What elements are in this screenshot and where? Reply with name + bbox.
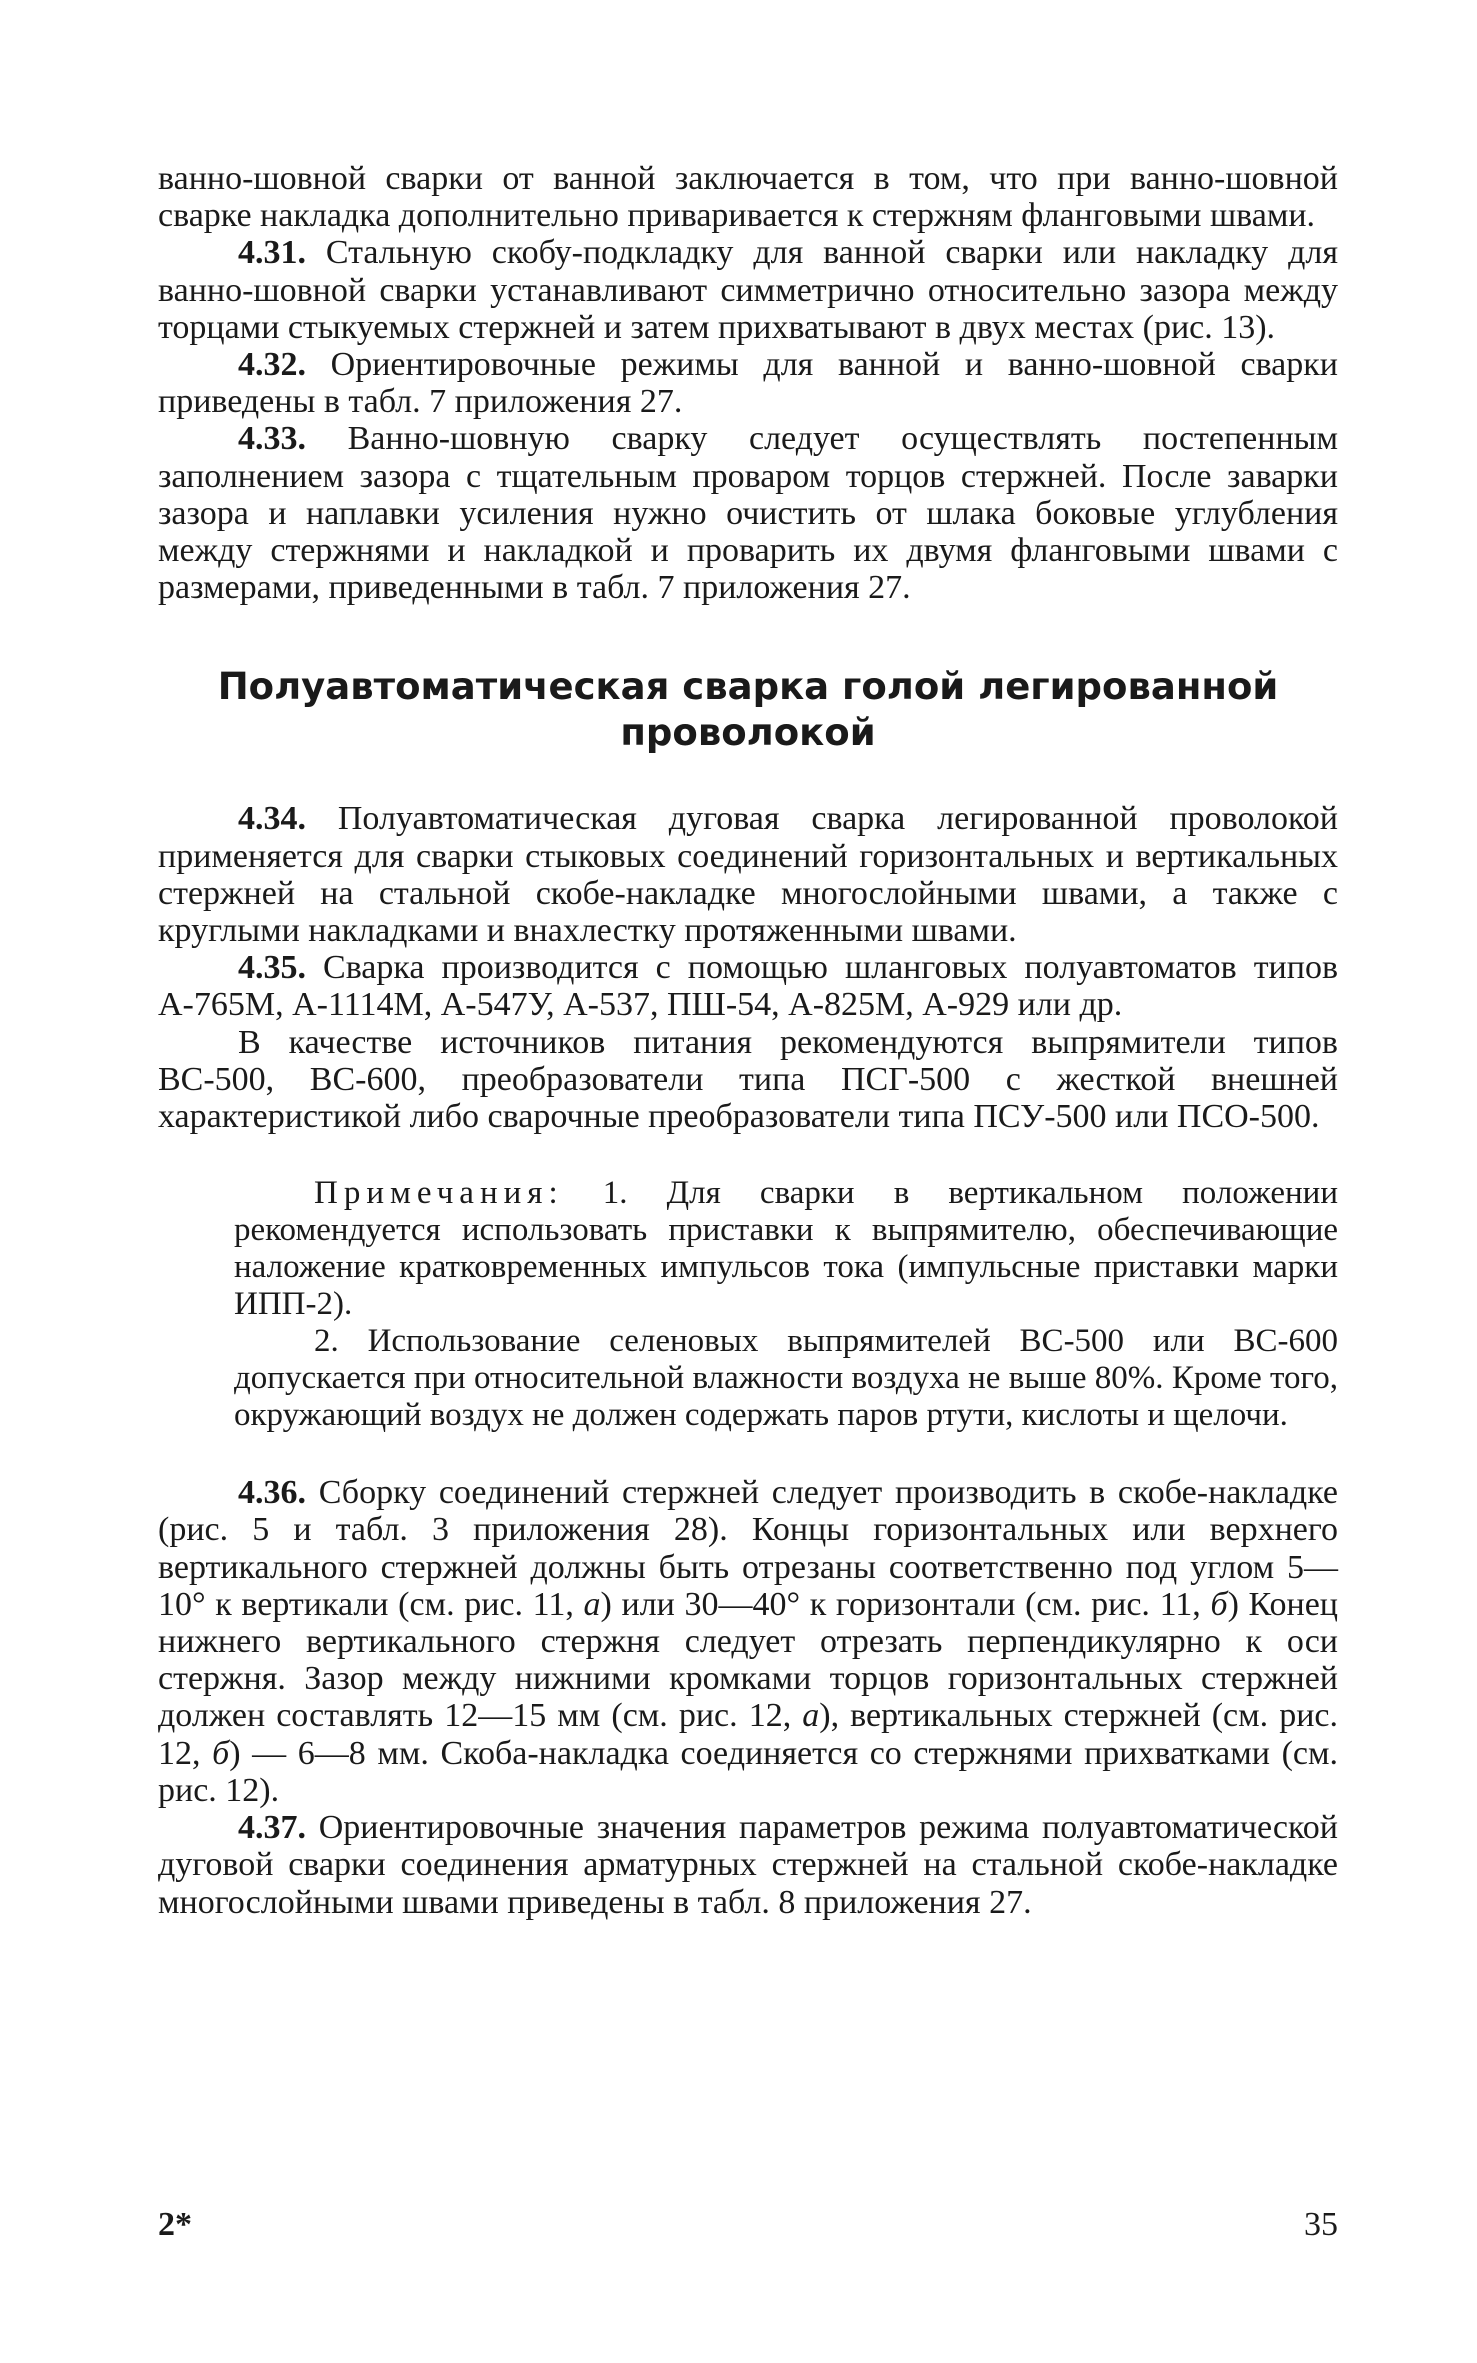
paragraph-text: Сварка производится с помощью шланговых полуавтоматов типов А-765М, А-1114М, А-547У, А-537, ПШ-54, А-825М, А-929 или др. <box>158 949 1338 1024</box>
paragraph-number: 4.36. <box>238 1474 306 1512</box>
paragraph-text: ) Конец нижнего вертикального стержня следует отрезать перпендикулярно к оси стержня. Зазор между нижними кромками торцов горизонтальных стержней должен составлять 12—15 мм (см. рис. 12, <box>158 1585 1338 1735</box>
page-content <box>158 160 1338 1921</box>
paragraph-4-31 <box>158 234 1338 346</box>
figure-ref-a: а <box>802 1697 820 1735</box>
paragraph-text: ) или 30—40° к горизонтали (см. рис. 11, <box>600 1585 1211 1623</box>
paragraph-number: 4.34. <box>238 800 306 838</box>
paragraph-text: Ванно-шовную сварку следует осуществлять постепенным заполнением зазора с тщательным проваром торцов стержней. После заварки зазора и наплавки усиления нужно очистить от шлака боковые углубления между стержнями и накладкой и проварить их двумя фланговыми швами с размерами, приведенными в табл. 7 приложения 27. <box>158 420 1338 607</box>
paragraph-4-35 <box>158 949 1338 1023</box>
paragraph-text: Ориентировочные значения параметров режима полуавтоматической дуговой сварки соединения арматурных стержней на стальной скобе-накладке многослойными швами приведены в табл. 8 приложения 27. <box>158 1809 1338 1921</box>
paragraph-number: 4.37. <box>238 1809 306 1847</box>
note-text: 1. Для сварки в вертикальном положении рекомендуется использовать приставки к выпрямителю, обеспечивающие наложение кратковременных импульсов тока (импульсные приставки марки ИПП-2). <box>234 1175 1338 1323</box>
paragraph-4-32 <box>158 346 1338 420</box>
paragraph-4-37 <box>158 1809 1338 1921</box>
paragraph-text: ) — 6—8 мм. Скоба-накладка соединяется со стержнями прихватками (см. рис. 12). <box>158 1734 1339 1809</box>
notes-label: Примечания: <box>314 1175 564 1212</box>
paragraph-text: ), вертикальных стержней (см. рис. 12, <box>158 1697 1338 1772</box>
page-number: 35 <box>1304 2206 1338 2243</box>
paragraph-text: Ориентировочные режимы для ванной и ванно-шовной сварки приведены в табл. 7 приложения 27. <box>158 346 1338 421</box>
notes-block <box>234 1175 1338 1434</box>
paragraph-number: 4.33. <box>238 420 306 458</box>
paragraph: В качестве источников питания рекомендуются выпрямители типов ВС-500, ВС-600, преобразователи типа ПСГ-500 с жесткой внешней характеристикой либо сварочные преобразователи типа ПСУ-500 или ПСО-500. <box>158 1023 1338 1136</box>
figure-ref-a: а <box>583 1585 601 1623</box>
paragraph-text: Полуавтоматическая дуговая сварка легированной проволокой применяется для сварки стыковых соединений горизонтальных и вертикальных стержней на стальной скобе-накладке многослойными швами, а также с круглыми накладками и внахлестку протяженными швами. <box>158 800 1338 950</box>
figure-ref-b: б <box>212 1734 230 1772</box>
section-heading-line: Полуавтоматическая сварка голой легированной <box>217 665 1279 709</box>
paragraph-number: 4.31. <box>238 234 306 272</box>
paragraph-text: Стальную скобу-подкладку для ванной сварки или накладку для ванно-шовной сварки устанавливают симметрично относительно зазора между торцами стыкуемых стержней и затем прихватывают в двух местах (рис. 13). <box>158 234 1338 346</box>
section-heading-line: проволокой <box>620 711 876 755</box>
paragraph-number: 4.35. <box>238 949 306 987</box>
note-1 <box>234 1175 1338 1323</box>
signature-mark: 2* <box>158 2206 192 2243</box>
paragraph: ванно-шовной сварки от ванной заключается в том, что при ванно-шовной сварке накладка дополнительно приваривается к стержням фланговыми швами. <box>158 160 1338 235</box>
paragraph-number: 4.32. <box>238 346 306 384</box>
paragraph-4-36 <box>158 1474 1338 1809</box>
paragraph-4-33 <box>158 420 1338 606</box>
section-heading <box>158 664 1338 756</box>
paragraph-text: Сборку соединений стержней следует производить в скобе-накладке (рис. 5 и табл. 3 приложения 28). Концы горизонтальных или верхнего вертикального стержней должны быть отрезаны соответственно под углом 5—10° к вертикали (см. рис. 11, <box>158 1474 1338 1623</box>
figure-ref-b: б <box>1210 1585 1228 1623</box>
page-footer <box>158 2203 1338 2247</box>
note-2: 2. Использование селеновых выпрямителей ВС-500 или ВС-600 допускается при относительной влажности воздуха не выше 80%. Кроме того, окружающий воздух не должен содержать паров ртути, кислоты и щелочи. <box>234 1323 1338 1434</box>
paragraph-4-34 <box>158 800 1338 949</box>
